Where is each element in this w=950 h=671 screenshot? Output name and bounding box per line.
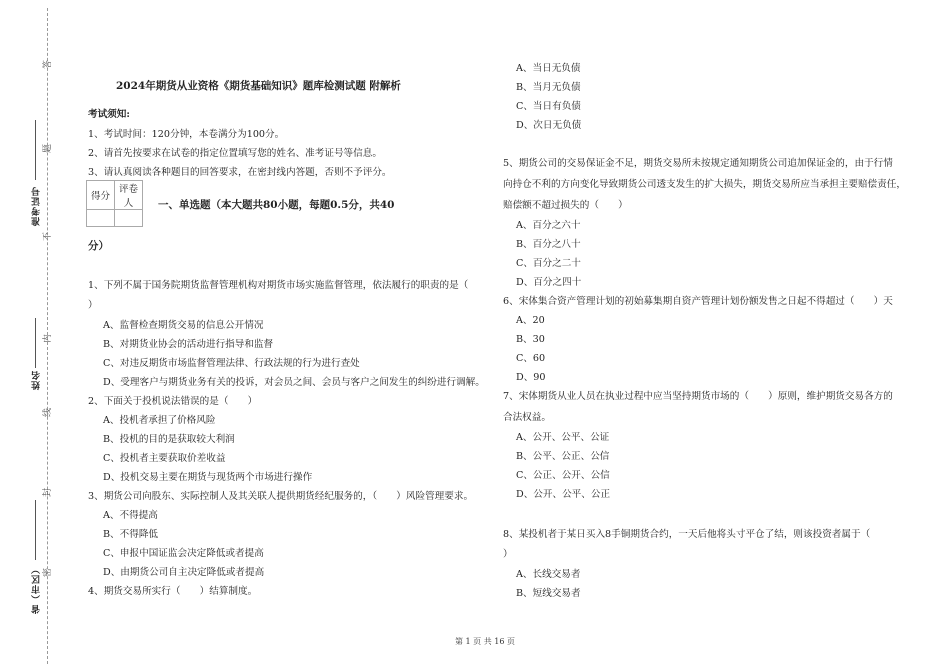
option: C、申报中国证监会决定降低或者提高 xyxy=(103,548,264,559)
province-line xyxy=(35,500,36,560)
page-title: 2024年期货从业资格《期货基础知识》题库检测试题 附解析 xyxy=(116,80,401,92)
option: A、20 xyxy=(516,315,545,326)
question-stem: 2、下面关于投机说法错误的是（ ） xyxy=(88,396,258,407)
option: B、百分之八十 xyxy=(516,239,581,250)
question-stem-continued: 合法权益。 xyxy=(503,412,551,423)
option: D、受理客户与期货业务有关的投诉，对会员之间、会员与客户之间发生的纠纷进行调解。 xyxy=(103,377,485,388)
province-label: 省（市区） xyxy=(32,564,42,614)
score-cell-label: 得分 xyxy=(87,181,115,210)
section-title: 一、单选题（本大题共80小题，每题0.5分，共40 xyxy=(158,199,395,211)
notice-item: 2、请首先按要求在试卷的指定位置填写您的姓名、准考证号等信息。 xyxy=(88,148,382,159)
score-table xyxy=(86,180,143,227)
option: C、百分之二十 xyxy=(516,258,581,269)
seal-char-3: 内 xyxy=(43,333,54,344)
option: B、对期货业协会的活动进行指导和监督 xyxy=(103,339,274,350)
option: A、投机者承担了价格风险 xyxy=(103,415,216,426)
option: B、公平、公正、公信 xyxy=(516,451,610,462)
option: B、短线交易者 xyxy=(516,588,581,599)
name-label: 姓名 xyxy=(32,370,42,390)
option: B、不得降低 xyxy=(103,529,159,540)
option: B、当月无负债 xyxy=(516,82,581,93)
option: D、百分之四十 xyxy=(516,277,582,288)
question-stem: 7、宋体期货从业人员在执业过程中应当坚持期货市场的（ ）原则，维护期货交易各方的 xyxy=(503,391,893,402)
seal-char-6: 密 xyxy=(43,567,54,578)
question-stem: 1、下列不属于国务院期货监督管理机构对期货市场实施监督管理，依法履行的职责的是（ xyxy=(88,280,469,291)
option: D、次日无负债 xyxy=(516,120,582,131)
question-stem: 5、期货公司的交易保证金不足，期货交易所未按规定通知期货公司追加保证金的，由于行情 xyxy=(503,158,893,169)
option: C、60 xyxy=(516,353,546,364)
option: A、监督检查期货交易的信息公开情况 xyxy=(103,320,264,331)
option: C、当日有负债 xyxy=(516,101,581,112)
score-cell-empty xyxy=(87,210,115,227)
grader-cell-empty xyxy=(115,210,143,227)
option: A、公开、公平、公证 xyxy=(516,432,610,443)
question-stem: 8、某投机者于某日买入8手铜期货合约，一天后他将头寸平仓了结，则该投资者属于（ xyxy=(503,529,871,540)
question-stem-continued: 赔偿额不超过损失的（ ） xyxy=(503,200,628,211)
notice-item: 3、请认真阅读各种题目的回答要求，在密封线内答题，否则不予评分。 xyxy=(88,167,392,178)
option: B、投机的目的是获取较大利润 xyxy=(103,434,235,445)
option: A、百分之六十 xyxy=(516,220,581,231)
option: C、对违反期货市场监督管理法律、行政法规的行为进行查处 xyxy=(103,358,360,369)
ticket-number-line xyxy=(35,120,36,180)
seal-char-1: 题 xyxy=(43,143,54,154)
option: B、30 xyxy=(516,334,545,345)
seal-char-2: 不 xyxy=(43,231,54,242)
page-footer: 第 1 页 共 16 页 xyxy=(455,637,515,646)
name-line xyxy=(35,318,36,368)
notice-item: 1、考试时间：120分钟，本卷满分为100分。 xyxy=(88,129,285,140)
option: D、90 xyxy=(516,372,546,383)
option: D、公开、公平、公正 xyxy=(516,489,611,500)
option: D、投机交易主要在期货与现货两个市场进行操作 xyxy=(103,472,313,483)
question-stem-continued: ） xyxy=(88,300,98,311)
grader-cell-label: 评卷人 xyxy=(115,181,143,210)
option: A、不得提高 xyxy=(103,510,158,521)
question-stem: 3、期货公司向股东、实际控制人及其关联人提供期货经纪服务的，（ ）风险管理要求。 xyxy=(88,491,474,502)
question-stem-continued: ） xyxy=(503,549,513,560)
question-stem-continued: 向持仓不利的方向变化导致期货公司透支发生的扩大损失，期货交易所应当承担主要赔偿责任， xyxy=(503,179,906,190)
option: C、公正、公开、公信 xyxy=(516,470,610,481)
section-title-continued: 分） xyxy=(88,240,109,252)
seal-char-4: 线 xyxy=(43,407,54,418)
notice-heading: 考试须知: xyxy=(88,109,130,120)
question-stem: 4、期货交易所实行（ ）结算制度。 xyxy=(88,586,258,597)
seal-char-top: 答 xyxy=(43,59,54,70)
option: C、投机者主要获取价差收益 xyxy=(103,453,226,464)
option: D、由期货公司自主决定降低或者提高 xyxy=(103,567,265,578)
question-stem: 6、宋体集合资产管理计划的初始募集期自资产管理计划份额发售之日起不得超过（ ）天 xyxy=(503,296,893,307)
seal-char-5: 封 xyxy=(43,487,54,498)
ticket-number-label: 准考证号 xyxy=(32,186,42,226)
option: A、当日无负债 xyxy=(516,63,581,74)
option: A、长线交易者 xyxy=(516,569,581,580)
